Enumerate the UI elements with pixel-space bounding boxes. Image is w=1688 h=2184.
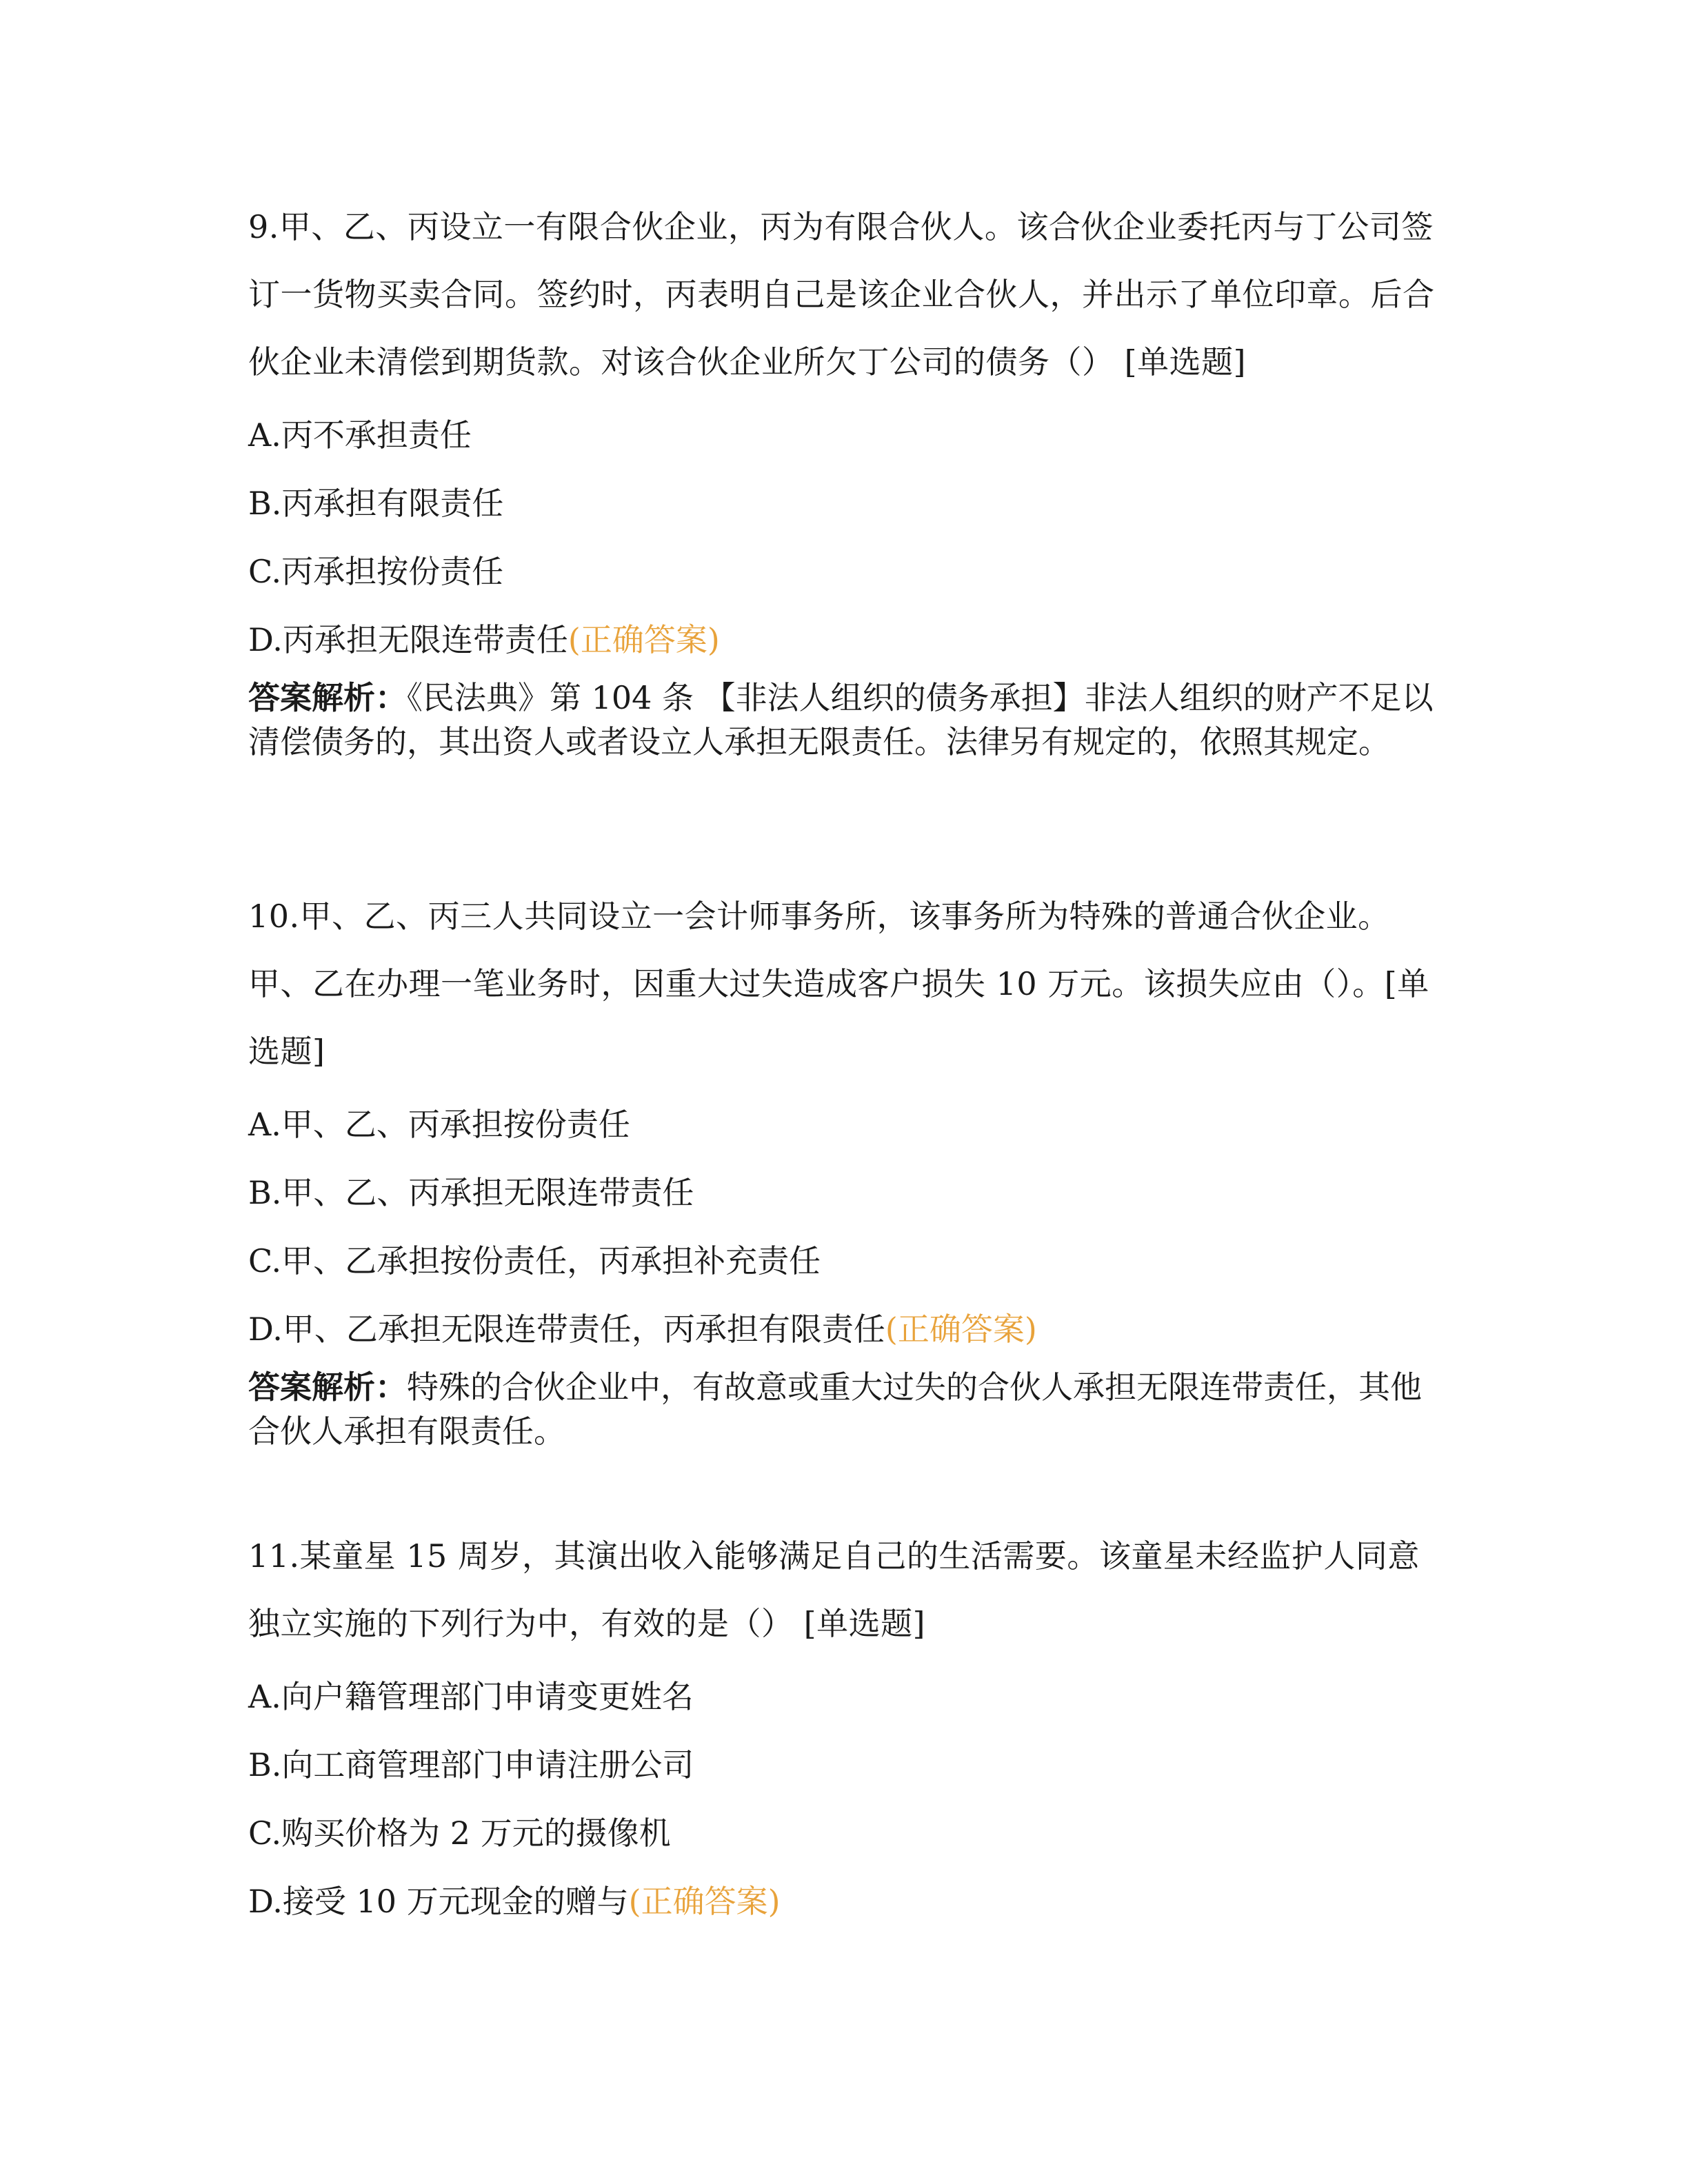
option-a: A.丙不承担责任	[248, 416, 472, 454]
analysis-text: 《民法典》第 104 条 【非法人组织的债务承担】非法人组织的财产不足以清偿债务的，其出资人或者设立人承担无限责任。法律另有规定的，依照其规定。	[248, 679, 1434, 760]
analysis-text: 特殊的合伙企业中，有故意或重大过失的合伙人承担无限连带责任，其他合伙人承担有限责任。	[248, 1368, 1422, 1450]
option-list	[248, 1091, 1448, 1364]
analysis-label: 答案解析：	[248, 679, 407, 716]
option-a: A.甲、乙、丙承担按份责任	[248, 1106, 630, 1143]
option-a: A.向户籍管理部门申请变更姓名	[248, 1678, 694, 1715]
option-c: C.丙承担按份责任	[248, 553, 504, 590]
correct-answer-mark: (正确答案)	[628, 1883, 781, 1920]
option-b: B.丙承担有限责任	[248, 485, 504, 522]
option-b: B.向工商管理部门申请注册公司	[248, 1746, 694, 1783]
option-d	[248, 606, 1448, 674]
question-10	[248, 882, 1448, 1453]
option-d-text: D.接受 10 万元现金的赠与	[248, 1883, 629, 1920]
option-c: C.购买价格为 2 万元的摄像机	[248, 1814, 671, 1852]
question-stem: 11.某童星 15 周岁，其演出收入能够满足自己的生活需要。该童星未经监护人同意独立实施的下列行为中，有效的是（） [单选题]	[248, 1537, 1420, 1642]
question-stem: 9.甲、乙、丙设立一有限合伙企业，丙为有限合伙人。该合伙企业委托丙与丁公司签订一货物买卖合同。签约时，丙表明自己是该企业合伙人，并出示了单位印章。后合伙企业未清偿到期货款。对该合伙企业所欠丁公司的债务（） [单选题]	[248, 208, 1435, 381]
option-list	[248, 1663, 1448, 1936]
analysis-label: 答案解析：	[248, 1368, 407, 1406]
option-b: B.甲、乙、丙承担无限连带责任	[248, 1174, 694, 1211]
answer-analysis	[248, 1365, 1448, 1453]
correct-answer-mark: (正确答案)	[885, 1311, 1037, 1348]
option-d-text: D.丙承担无限连带责任	[248, 621, 568, 658]
answer-analysis	[248, 676, 1448, 764]
option-d	[248, 1868, 1448, 1936]
correct-answer-mark: (正确答案)	[567, 621, 720, 658]
option-d-text: D.甲、乙承担无限连带责任，丙承担有限责任	[248, 1311, 885, 1348]
option-c: C.甲、乙承担按份责任，丙承担补充责任	[248, 1242, 821, 1280]
question-9	[248, 193, 1448, 764]
question-stem: 10.甲、乙、丙三人共同设立一会计师事务所，该事务所为特殊的普通合伙企业。甲、乙在办理一笔业务时，因重大过失造成客户损失 10 万元。该损失应由（）。[单选题]	[248, 898, 1429, 1070]
question-11	[248, 1522, 1448, 1936]
option-d	[248, 1295, 1448, 1364]
option-list	[248, 401, 1448, 674]
